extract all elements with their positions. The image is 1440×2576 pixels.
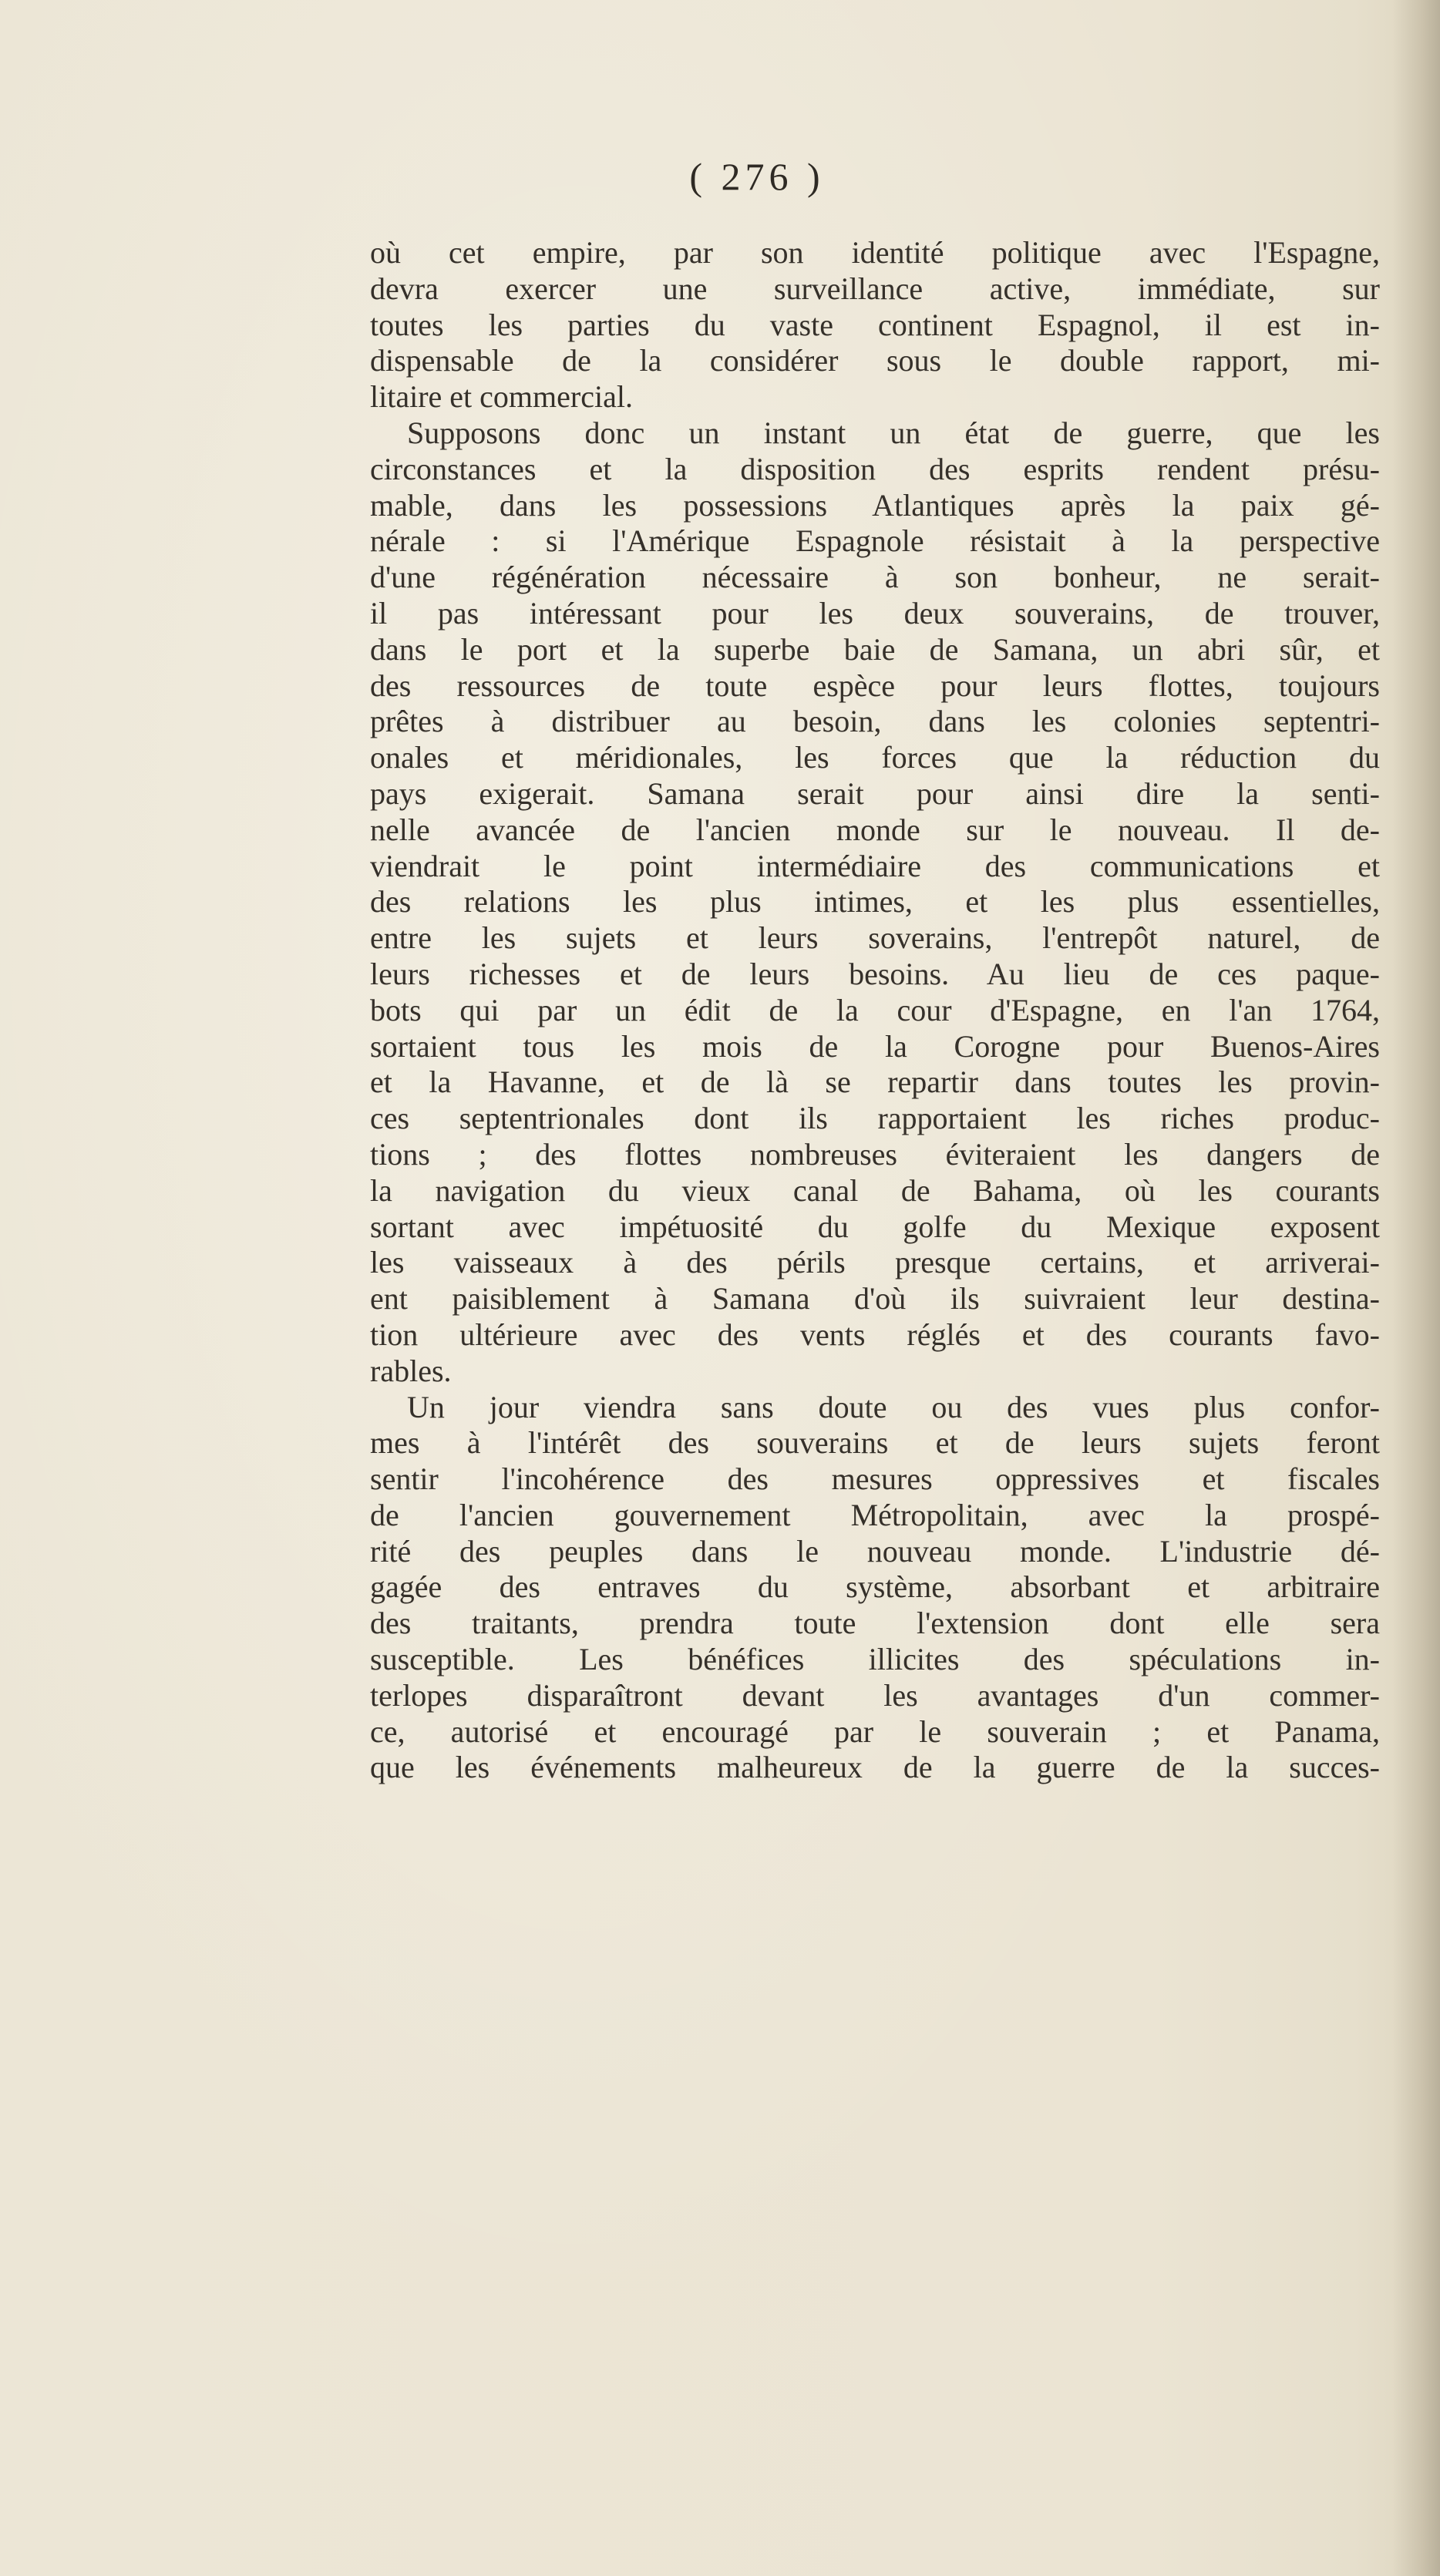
text-line: leurs richesses et de leurs besoins. Au lieu de ces paque-	[370, 956, 1380, 991]
text-line: pays exigerait. Samana serait pour ainsi dire la senti-	[370, 775, 1380, 811]
text-line: dispensable de la considérer sous le double rapport, mi-	[370, 343, 1380, 378]
text-line: des relations les plus intimes, et les plus essentielles,	[370, 884, 1380, 920]
text-line: viendrait le point intermédiaire des communications et	[370, 848, 1380, 883]
text-line: circonstances et la disposition des esprits rendent présu-	[370, 451, 1380, 486]
text-line: Supposons donc un instant un état de guerre, que les	[407, 415, 1380, 450]
text-line: dans le port et la superbe baie de Samana, un abri sûr, et	[370, 631, 1380, 667]
page-edge-shadow	[1392, 0, 1440, 2576]
text-line: entre les sujets et leurs soverains, l'entrepôt naturel, de	[370, 920, 1380, 956]
text-line: Un jour viendra sans doute ou des vues plus confor-	[407, 1389, 1380, 1424]
text-line: nelle avancée de l'ancien monde sur le nouveau. Il de-	[370, 812, 1380, 847]
text-line: sortaient tous les mois de la Corogne pour Buenos-Aires	[370, 1028, 1380, 1064]
text-line: d'une régénération nécessaire à son bonheur, ne serait-	[370, 560, 1380, 595]
text-line: prêtes à distribuer au besoin, dans les colonies septentri-	[370, 704, 1380, 739]
text-line: où cet empire, par son identité politique avec l'Espagne,	[370, 235, 1380, 270]
text-line: tions ; des flottes nombreuses éviteraient les dangers de	[370, 1136, 1380, 1172]
text-line: nérale : si l'Amérique Espagnole résistait à la perspective	[370, 523, 1380, 559]
paragraph-2	[370, 415, 1380, 1390]
text-line: onales et méridionales, les forces que la réduction du	[370, 740, 1380, 775]
text-line: rité des peuples dans le nouveau monde. L'industrie dé-	[370, 1533, 1380, 1569]
text-line: que les événements malheureux de la guerre de la succes-	[370, 1750, 1380, 1785]
text-line: les vaisseaux à des périls presque certains, et arriverai-	[370, 1245, 1380, 1280]
text-line: tion ultérieure avec des vents réglés et des courants favo-	[370, 1317, 1380, 1352]
text-line: gagée des entraves du système, absorbant et arbitraire	[370, 1569, 1380, 1605]
text-line: la navigation du vieux canal de Bahama, où les courants	[370, 1172, 1380, 1208]
text-line: toutes les parties du vaste continent Espagnol, il est in-	[370, 307, 1380, 342]
paragraph-3	[370, 1390, 1380, 1787]
text-line: mable, dans les possessions Atlantiques après la paix gé-	[370, 487, 1380, 523]
text-line: et la Havanne, et de là se repartir dans toutes les provin-	[370, 1064, 1380, 1100]
text-line: ent paisiblement à Samana d'où ils suivraient leur destina-	[370, 1281, 1380, 1317]
text-line: devra exercer une surveillance active, immédiate, sur	[370, 271, 1380, 306]
text-line: rables.	[370, 1353, 452, 1388]
text-line: ce, autorisé et encouragé par le souverain ; et Panama,	[370, 1713, 1380, 1749]
text-line: il pas intéressant pour les deux souverains, de trouver,	[370, 595, 1380, 631]
text-line: des traitants, prendra toute l'extension dont elle sera	[370, 1606, 1380, 1641]
text-line: mes à l'intérêt des souverains et de leurs sujets feront	[370, 1425, 1380, 1461]
text-line: sortant avec impétuosité du golfe du Mexique exposent	[370, 1209, 1380, 1244]
text-line: litaire et commercial.	[370, 379, 633, 415]
text-line: bots qui par un édit de la cour d'Espagne, en l'an 1764,	[370, 992, 1380, 1027]
text-line: de l'ancien gouvernement Métropolitain, avec la prospé-	[370, 1497, 1380, 1532]
text-line: susceptible. Les bénéfices illicites des spéculations in-	[370, 1642, 1380, 1677]
text-line: terlopes disparaîtront devant les avantages d'un commer-	[370, 1677, 1380, 1713]
text-line: des ressources de toute espèce pour leurs flottes, toujours	[370, 668, 1380, 703]
text-line: sentir l'incohérence des mesures oppressives et fiscales	[370, 1461, 1380, 1497]
text-line: ces septentrionales dont ils rapportaient les riches produc-	[370, 1101, 1380, 1136]
paragraph-1	[370, 235, 1380, 415]
page-number: ( 276 )	[689, 155, 825, 198]
body-text	[370, 235, 1380, 1786]
